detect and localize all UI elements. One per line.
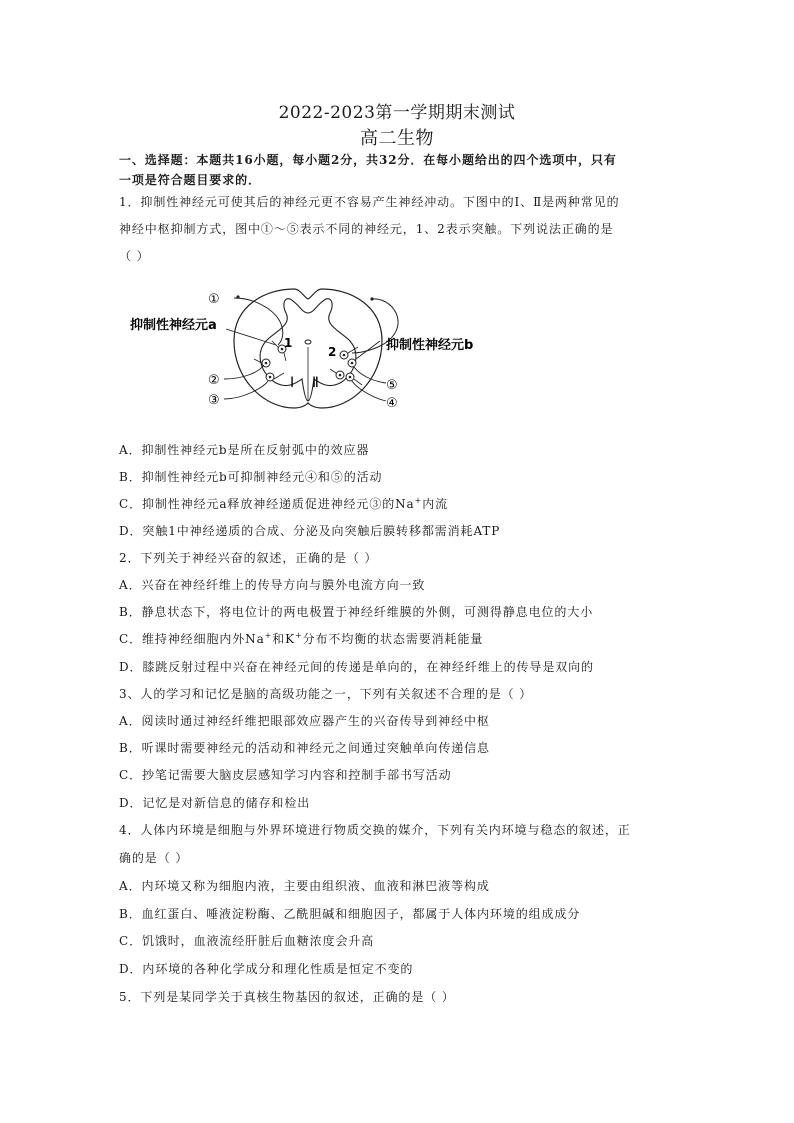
synapse-1-label: 1 — [284, 336, 293, 350]
q1-stem-line2: 神经中枢抑制方式，图中①～⑤表示不同的神经元，1、2表示突触。下列说法正确的是 — [119, 222, 614, 236]
left-neurons — [254, 341, 286, 381]
section-heading-line2: 一项是符合题目要求的． — [119, 173, 261, 187]
central-canal — [305, 340, 311, 344]
q1-option-b: B．抑制性神经元b可抑制神经元④和⑤的活动 — [119, 470, 383, 484]
q3-option-a: A．阅读时通过神经纤维把眼部效应器产生的兴奋传导到神经中枢 — [119, 714, 490, 728]
q2-option-d: D．膝跳反射过程中兴奋在神经元间的传递是单向的，在神经纤维上的传导是双向的 — [119, 660, 594, 674]
q1-option-d: D．突触1中神经递质的合成、分泌及向突触后膜转移都需消耗ATP — [119, 524, 501, 538]
right-afferent-terminal — [370, 297, 373, 300]
q4-option-b: B．血红蛋白、唾液淀粉酶、乙酰胆碱和细胞因子，都属于人体内环境的组成成分 — [119, 907, 581, 921]
q4-stem-line2: 确的是（ ） — [119, 851, 189, 865]
q4-stem-line1: 4．人体内环境是细胞与外界环境进行物质交换的媒介，下列有关内环境与稳态的叙述，正 — [119, 823, 631, 837]
spinal-cord-diagram — [126, 283, 506, 415]
inhibitory-neuron-b-label: 抑制性神经元b — [386, 338, 474, 353]
q3-option-d: D．记忆是对新信息的储存和检出 — [119, 796, 311, 810]
spinal-cord-figure — [126, 283, 506, 419]
q1-option-c: C．抑制性神经元a释放神经递质促进神经元③的Na+内流 — [119, 496, 449, 511]
q4-option-a: A．内环境又称为细胞内液，主要由组织液、血液和淋巴液等构成 — [119, 879, 490, 893]
inhibitory-neuron-a-label: 抑制性神经元a — [130, 318, 217, 333]
section-heading-line1: 一、选择题：本题共16小题，每小题2分，共32分．在每小题给出的四个选项中，只有 — [119, 153, 617, 167]
q4-option-d: D．内环境的各种化学成分和理化性质是恒定不变的 — [119, 962, 414, 976]
q1-stem-line3: （ ） — [119, 249, 150, 263]
q3-option-b: B．听课时需要神经元的活动和神经元之间通过突触单向传递信息 — [119, 741, 490, 755]
q2-option-a: A．兴奋在神经纤维上的传导方向与膜外电流方向一致 — [119, 578, 426, 592]
neuron-4-leader — [352, 381, 386, 401]
q2-stem: 2．下列关于神经兴奋的叙述，正确的是（ ） — [119, 551, 378, 565]
q3-option-c: C．抄笔记需要大脑皮层感知学习内容和控制手部书写活动 — [119, 768, 452, 782]
label-b-leader — [356, 341, 380, 359]
neuron-5-label: ⑤ — [386, 378, 398, 393]
mode-1-label: Ⅰ — [290, 375, 295, 391]
neuron-4-label: ④ — [386, 396, 398, 411]
q2-option-c: C．维持神经细胞内外Na+和K+分布不均衡的状态需要消耗能量 — [119, 631, 484, 646]
synapse-2-label: 2 — [328, 345, 337, 359]
exam-subtitle: 高二生物 — [360, 128, 434, 149]
neuron-1-label: ① — [208, 292, 220, 307]
q1-stem-line1: 1．抑制性神经元可使其后的神经元更不容易产生神经冲动。下图中的Ⅰ、Ⅱ是两种常见的 — [119, 195, 620, 209]
q4-option-c: C．饥饿时，血液流经肝脏后血糖浓度会升高 — [119, 934, 375, 948]
neuron-2-label: ② — [208, 373, 220, 388]
q5-stem: 5．下列是某同学关于真核生物基因的叙述，正确的是（ ） — [119, 990, 455, 1004]
q2-option-b: B．静息状态下，将电位计的两电极置于神经纤维膜的外侧，可测得静息电位的大小 — [119, 605, 594, 619]
q3-stem: 3、人的学习和记忆是脑的高级功能之一，下列有关叙述不合理的是（ ） — [119, 687, 533, 701]
neuron-1-terminal — [236, 295, 239, 298]
exam-title: 2022-2023第一学期期末测试 — [278, 103, 516, 123]
neuron-1-fiber — [234, 298, 283, 345]
neuron-3-label: ③ — [208, 393, 220, 408]
mode-2-label: Ⅱ — [312, 375, 319, 391]
q1-option-a: A．抑制性神经元b是所在反射弧中的效应器 — [119, 443, 370, 457]
